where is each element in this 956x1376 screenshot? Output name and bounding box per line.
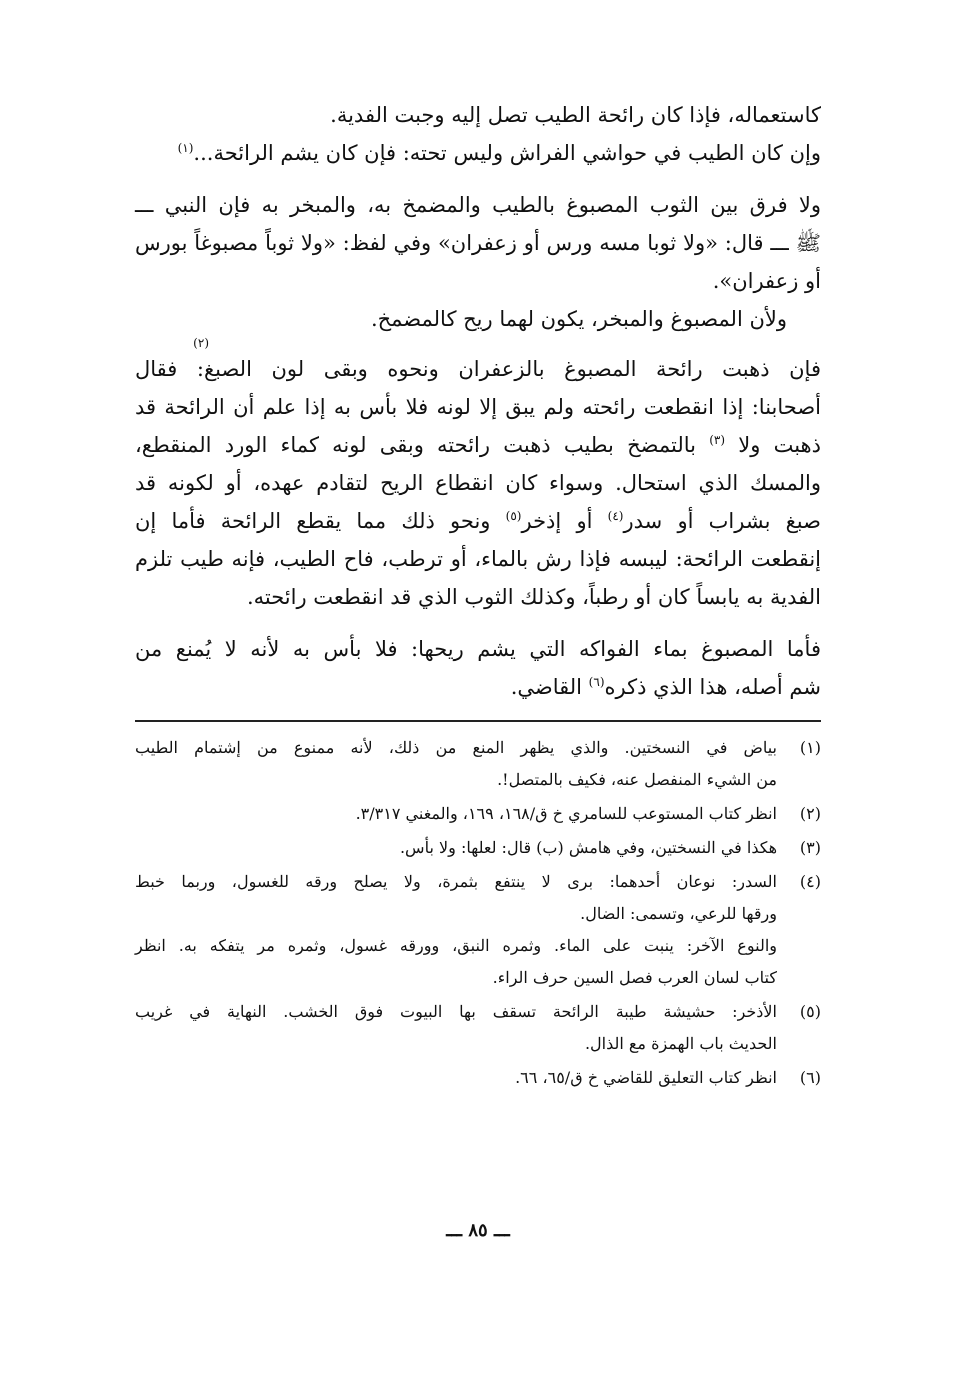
floating-footnote-marker [135, 338, 821, 350]
footnote-text: من الشيء المنفصل عنه، فكيف بالمتصل!. [497, 770, 777, 789]
footnote-number: (١) [799, 738, 821, 757]
page-number: ـــ ٨٥ ـــ [446, 1220, 510, 1241]
main-line-6: ولأن المصبوغ والمبخر، يكون لهما ريح كالمضمخ. [370, 307, 787, 331]
main-line-1: كاستعماله، فإذا كان رائحة الطيب تصل إليه وجبت الفدية. [330, 103, 821, 127]
footnote-ref-1[interactable]: (١) [177, 141, 194, 155]
footnote-text: كتاب لسان العرب فصل السين حرف الراء. [492, 968, 777, 987]
footnote-number: (٥) [799, 1002, 821, 1021]
main-line-9-part-b: بالتمضخ بطيب ذهبت رائحته وبقى لونه كماء الورد المنقطع، [135, 433, 696, 457]
footnote-2 [135, 798, 821, 830]
footnotes [135, 732, 821, 1094]
footnote-number: (٤) [799, 872, 821, 891]
footnote-ref-4[interactable]: (٤) [607, 509, 624, 523]
footnote-text: الحديث باب الهمزة مع الذال. [584, 1034, 777, 1053]
footnote-3 [135, 832, 821, 864]
main-line-13: الفدية به يابساً كان أو رطباً، وكذلك الثوب الذي قد انقطعت رائحته. [246, 585, 821, 609]
footnote-text: والنوع الآخر: ينبت على الماء. وثمره النبق، وورقه غسول، وثمره مر يتفكه به. انظر [135, 936, 777, 955]
footnote-text: الأذخر: حشيشة طيبة الرائحة تسقف بها البيوت فوق الخشب. النهاية في غريب [135, 1002, 777, 1021]
footnote-5 [135, 996, 821, 1060]
main-line-4: ﷺ ـــ قال: «ولا ثوبا مسه ورس أو زعفران» وفي لفظ: «ولا ثوباً مصبوغاً بورس [135, 231, 821, 255]
footnote-4 [135, 866, 821, 994]
footnote-text: انظر كتاب التعليق للقاضي خ ق/٦٥، ٦٦. [515, 1068, 777, 1087]
main-line-15-part-b: القاضي. [510, 675, 582, 699]
main-line-11-part-a: صبغ بشراب أو سدر [623, 509, 821, 533]
footnote-text: ورقها للرعي، وتسمى: الضال. [580, 904, 777, 923]
main-line-14: فأما المصبوغ بماء الفواكه التي يشم ريحها: فلا بأس به لأنه لا يُمنع من [135, 637, 821, 661]
main-line-11-part-c: ونحو ذلك مما يقطع الرائحة فأما إن [135, 509, 491, 533]
footnote-text: انظر كتاب المستوعب للسامري خ ق/١٦٨، ١٦٩، والمغني ٣/٣١٧. [355, 804, 777, 823]
main-line-3: ولا فرق بين الثوب المصبوغ بالطيب والمضمخ به، والمبخر به فإن النبي ـــ [135, 193, 821, 217]
footnote-6 [135, 1062, 821, 1094]
main-line-9 [135, 426, 821, 464]
footnote-ref-3[interactable]: (٣) [709, 433, 726, 447]
main-line-12: إنقطعت الرائحة: ليبسه فإذا رش بالماء، أو ترطب، فاح الطيب، فإنه طيب تلزم [135, 547, 821, 571]
footnote-ref-5[interactable]: (٥) [505, 509, 522, 523]
main-line-15-part-a: شم أصله، هذا الذي ذكره [604, 675, 821, 699]
footnote-number: (٦) [799, 1068, 821, 1087]
main-line-8: أصحابنا: إذا انقطعت رائحته ولم يبق إلا لونه فلا بأس به إذا علم أن الرائحة قد [135, 395, 821, 419]
footnote-text: هكذا في النسختين، وفي هامش (ب) قال: لعلها: ولا بأس. [399, 838, 777, 857]
main-line-9-part-a: ذهبت ولا [738, 433, 821, 457]
footnote-text: بياض في النسختين. والذي يظهر المنع من ذلك، لأنه ممنوع من إشتمام الطيب [135, 738, 777, 757]
main-line-10: والمسك الذي استحال. وسواء كان انقطاع الريح لتقادم عهده، أو لكونه قد [135, 471, 821, 495]
main-line-2 [135, 134, 821, 172]
main-line-11 [135, 502, 821, 540]
main-line-5: أو زعفران». [712, 269, 821, 293]
footnote-ref-2[interactable]: (٢) [193, 336, 209, 350]
footnote-ref-6[interactable]: (٦) [588, 675, 605, 689]
footnote-separator [135, 720, 821, 722]
footnote-text: السدر: نوعان أحدهما: برى لا ينتفع بثمرة، ولا يصلح ورقه للغسول، وربما خبط [135, 872, 777, 891]
footnote-number: (٣) [799, 838, 821, 857]
main-line-7: فإن ذهبت رائحة المصبوغ بالزعفران ونحوه وبقى لون الصبغ: فقال [135, 357, 821, 381]
main-line-15 [135, 668, 821, 706]
main-line-2-text: وإن كان الطيب في حواشي الفراش وليس تحته: فإن كان يشم الرائحة... [193, 141, 821, 165]
footnote-number: (٢) [799, 804, 821, 823]
footnote-1 [135, 732, 821, 796]
page-body [135, 96, 821, 1096]
main-line-11-part-b: أو إذخر [521, 509, 593, 533]
